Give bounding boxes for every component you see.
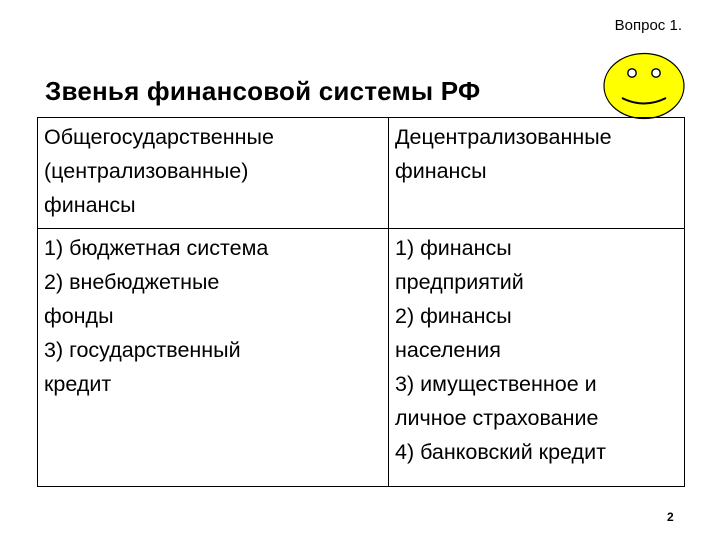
smiley-face-icon xyxy=(602,52,686,120)
slide-title: Звенья финансовой системы РФ xyxy=(45,76,481,106)
finance-system-table xyxy=(37,117,685,487)
page-number: 2 xyxy=(667,510,674,524)
list-item: фонды xyxy=(44,304,114,328)
header-decentralized-line: Децентрализованные xyxy=(395,125,612,149)
list-item: 3) имущественное и xyxy=(395,372,597,396)
list-item: предприятий xyxy=(395,270,524,294)
question-label: Вопрос 1. xyxy=(614,17,682,34)
list-item: 2) внебюджетные xyxy=(44,270,220,294)
list-item: личное страхование xyxy=(395,406,599,430)
list-item: кредит xyxy=(44,372,112,396)
header-centralized-line: Общегосударственные xyxy=(44,125,274,149)
header-decentralized-line: финансы xyxy=(395,159,487,183)
smiley-left-eye xyxy=(628,69,636,77)
header-centralized-line: (централизованные) xyxy=(44,159,249,183)
list-item: 3) государственный xyxy=(44,338,241,362)
header-centralized-line: финансы xyxy=(44,193,136,217)
list-item: 1) финансы xyxy=(395,236,512,260)
list-item: 1) бюджетная система xyxy=(44,236,269,260)
smiley-face xyxy=(604,54,684,119)
list-item: населения xyxy=(395,338,501,362)
list-item: 4) банковский кредит xyxy=(395,440,606,464)
smiley-right-eye xyxy=(652,69,660,77)
list-item: 2) финансы xyxy=(395,304,512,328)
header-decentralized xyxy=(389,118,685,229)
table-header-row xyxy=(38,118,685,229)
table-body-row xyxy=(38,229,685,487)
centralized-list xyxy=(38,229,389,487)
decentralized-list xyxy=(389,229,685,487)
header-centralized xyxy=(38,118,389,229)
